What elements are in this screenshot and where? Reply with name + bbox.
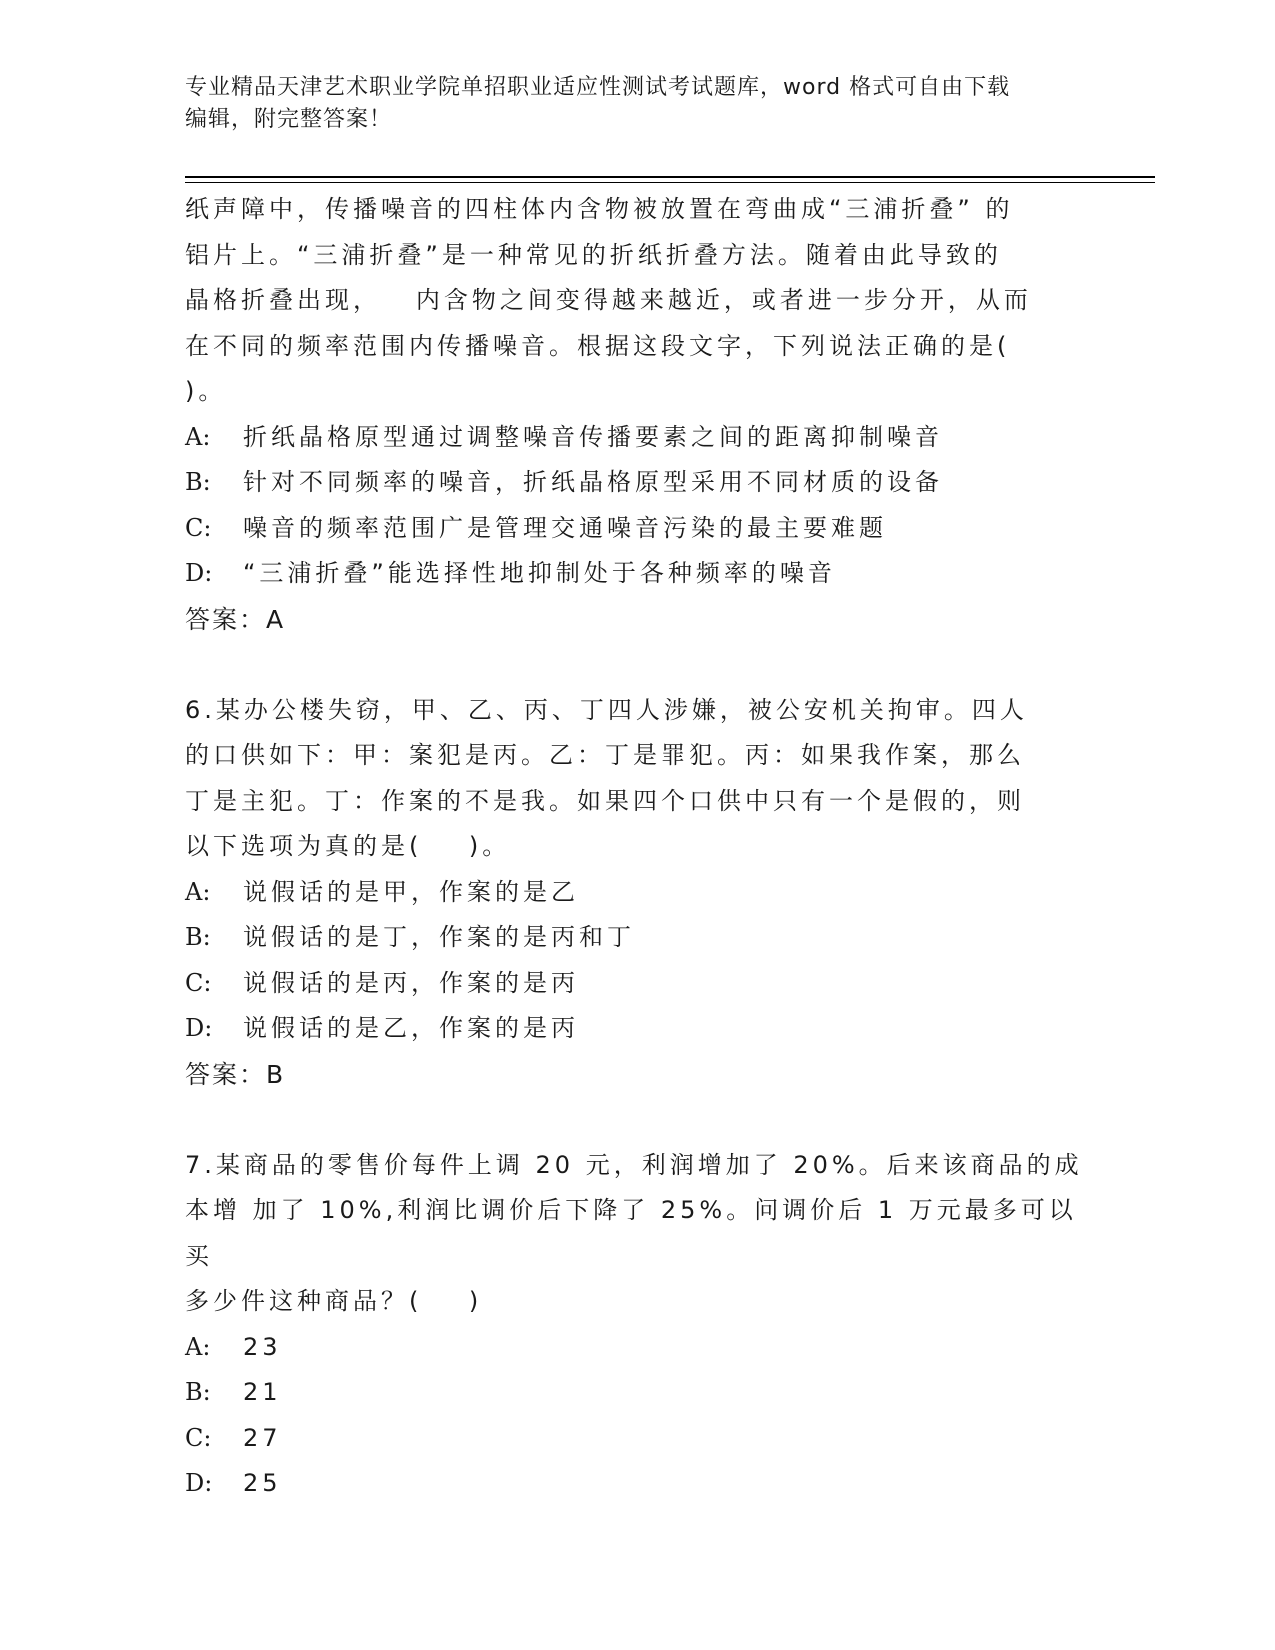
option-a <box>185 415 1085 461</box>
option-letter: C: <box>185 513 212 542</box>
option-text: 21 <box>243 1378 282 1406</box>
option-a <box>185 1325 1085 1371</box>
option-text: “三浦折叠”能选择性地抑制处于各种频率的噪音 <box>243 559 836 587</box>
option-text: 针对不同频率的噪音，折纸晶格原型采用不同材质的设备 <box>243 468 943 496</box>
question-line: 的口供如下：甲：案犯是丙。乙：丁是罪犯。丙：如果我作案，那么 <box>185 741 1025 769</box>
option-c <box>185 961 1085 1007</box>
option-letter: C: <box>185 968 212 997</box>
option-letter: D: <box>185 1014 213 1042</box>
spacer <box>185 642 1085 688</box>
option-letter: B: <box>185 1378 211 1406</box>
question-line: 晶格折叠出现， 内含物之间变得越来越近，或者进一步分开，从而 <box>185 286 1032 314</box>
page-header <box>185 72 1085 136</box>
option-letter: A: <box>185 422 211 451</box>
option-letter: B: <box>185 923 211 951</box>
question-line: 6.某办公楼失窃，甲、乙、丙、丁四人涉嫌，被公安机关拘审。四人 <box>185 695 1028 724</box>
question-line: 7.某商品的零售价每件上调 20 元，利润增加了 20%。后来该商品的成 <box>185 1150 1083 1179</box>
question-line: 在不同的频率范围内传播噪音。根据这段文字，下列说法正确的是( <box>185 331 1011 360</box>
header-line-1: 专业精品天津艺术职业学院单招职业适应性测试考试题库，word 格式可自由下载 <box>185 75 1011 100</box>
question-7 <box>185 1143 1085 1507</box>
header-line-2: 编辑，附完整答案！ <box>185 107 393 132</box>
question-5 <box>185 187 1085 642</box>
question-line: 以下选项为真的是( )。 <box>185 832 511 860</box>
header-rule-thin <box>185 182 1155 183</box>
option-letter: A: <box>185 1332 211 1361</box>
option-text: 27 <box>243 1423 282 1452</box>
option-a <box>185 870 1085 916</box>
option-text: 噪音的频率范围广是管理交通噪音污染的最主要难题 <box>243 513 887 542</box>
option-letter: A: <box>185 877 211 906</box>
option-b <box>185 460 1085 506</box>
option-c <box>185 1416 1085 1462</box>
option-letter: B: <box>185 468 211 496</box>
option-text: 说假话的是甲，作案的是乙 <box>243 877 579 906</box>
option-text: 说假话的是丙，作案的是丙 <box>243 968 579 997</box>
header-rule-thick <box>185 176 1155 178</box>
option-text: 说假话的是乙，作案的是丙 <box>243 1014 579 1042</box>
option-b <box>185 1370 1085 1416</box>
option-text: 说假话的是丁，作案的是丙和丁 <box>243 923 635 951</box>
option-b <box>185 915 1085 961</box>
spacer <box>185 1097 1085 1143</box>
document-body <box>185 187 1085 1507</box>
option-d <box>185 551 1085 597</box>
question-line: 多少件这种商品？( ) <box>185 1287 483 1315</box>
option-letter: D: <box>185 1469 213 1497</box>
option-text: 25 <box>243 1469 282 1497</box>
option-text: 23 <box>243 1332 282 1361</box>
question-6 <box>185 688 1085 1098</box>
question-line: 纸声障中，传播噪音的四柱体内含物被放置在弯曲成“三浦折叠” 的 <box>185 195 1014 223</box>
answer-line: 答案：A <box>185 604 286 634</box>
option-d <box>185 1006 1085 1052</box>
question-line: )。 <box>185 377 227 405</box>
option-letter: D: <box>185 559 213 587</box>
option-d <box>185 1461 1085 1507</box>
answer-line: 答案：B <box>185 1059 286 1089</box>
question-line: 本增 加了 10%,利润比调价后下降了 25%。问调价后 1 万元最多可以买 <box>185 1196 1077 1270</box>
option-letter: C: <box>185 1423 212 1452</box>
option-text: 折纸晶格原型通过调整噪音传播要素之间的距离抑制噪音 <box>243 422 943 451</box>
option-c <box>185 506 1085 552</box>
question-line: 丁是主犯。丁：作案的不是我。如果四个口供中只有一个是假的，则 <box>185 786 1025 815</box>
question-line: 铝片上。“三浦折叠”是一种常见的折纸折叠方法。随着由此导致的 <box>185 240 1002 269</box>
